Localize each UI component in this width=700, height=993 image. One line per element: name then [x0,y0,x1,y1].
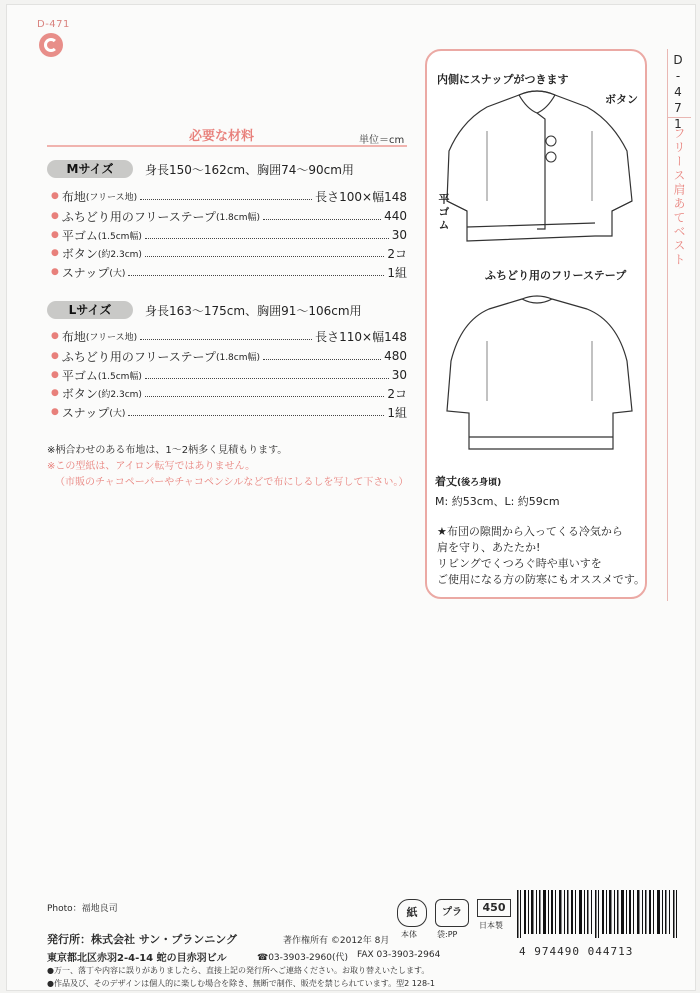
leader-dots [128,275,384,276]
material-name: 布地 [61,189,86,204]
leader-dots [128,415,384,416]
length-sub-text: (後ろ身頃) [457,478,502,488]
material-name: ボタン [61,246,98,261]
material-value: 長さ100×幅148 [315,189,407,204]
material-name: ふちどり用のフリーステープ [61,349,216,364]
material-name: 布地 [61,329,86,344]
leader-dots [145,396,384,397]
unit-label: 単位＝cm [359,135,405,146]
label-snap: 内側にスナップがつきます [437,73,569,86]
material-note: (1.5cm幅) [97,371,142,382]
leader-dots [140,339,312,340]
material-name: スナップ [61,265,110,280]
material-value: 2コ [387,386,407,401]
bullet-icon: ● [51,211,59,221]
material-note: (1.5cm幅) [97,231,142,242]
material-row [51,226,407,244]
price-box: 450 [477,899,511,917]
product-code: D-471 [37,19,70,30]
materials-title: 必要な材料 [189,129,255,144]
material-note: (フリース地) [85,332,138,343]
material-value: 480 [384,349,407,363]
footer-note: ●作品及び、そのデザインは個人的に楽しむ場合を除き、無断で制作、販売を禁じられています。型2 128-1 [47,979,436,988]
leader-dots [140,199,312,200]
label-elastic: 平ゴム [437,193,450,232]
label-tape: ふちどり用のフリーステープ [485,269,627,282]
material-row [51,207,407,225]
bullet-icon: ● [51,248,59,258]
side-code: D-471 [671,53,685,133]
side-divider [667,117,691,118]
material-name: スナップ [61,405,110,420]
material-name: 平ゴム [61,368,98,383]
footer-note: ●万一、落丁や内容に誤りがありましたら、直接上記の発行所へご連絡ください。お取り替えいたします。 [47,966,430,975]
material-name: ふちどり用のフリーステープ [61,209,216,224]
material-value: 1組 [387,265,407,280]
recycle-paper-icon: 紙 [397,899,427,927]
pattern-envelope-back [6,4,696,991]
material-row [51,187,407,205]
recycle-plastic-icon: プラ [435,899,469,927]
material-value: 1組 [387,405,407,420]
bullet-icon: ● [51,407,59,417]
promo-line: 肩を守り、あたたか! [437,541,541,554]
fax: FAX 03-3903-2964 [357,950,441,960]
material-value: 2コ [387,246,407,261]
material-row [51,244,407,262]
bullet-icon: ● [51,191,59,201]
material-note: (1.8cm幅) [215,212,261,223]
promo-line: ★布団の隙間から入ってくる冷気から [437,525,623,538]
leader-dots [145,238,389,239]
promo-line: リビングでくつろぐ時や車いすを [437,557,602,570]
made-in: 日本製 [479,921,503,930]
button-icon [546,152,556,162]
length-title [435,473,501,489]
title-underline [47,145,407,147]
material-note: (フリース地) [85,192,138,203]
side-title: フリース肩あてベスト [672,127,686,267]
publisher-label: 発行所： [47,933,91,946]
material-row [51,403,407,421]
material-row [51,347,407,365]
size-badge-m: Mサイズ [47,160,133,178]
size-desc-l: 身長163〜175cm、胸囲91〜106cm用 [145,304,362,318]
photo-credit: Photo：福地良司 [47,904,118,914]
material-row [51,366,407,384]
leader-dots [145,378,389,379]
bullet-icon: ● [51,351,59,361]
length-values: M: 約53cm、L: 約59cm [435,495,560,508]
leader-dots [263,219,381,220]
publisher-line [47,931,237,947]
tel: ☎03-3903-2960(代) [257,953,348,963]
leader-dots [145,256,384,257]
barcode [515,890,685,952]
bullet-icon: ● [51,331,59,341]
publisher-name: 株式会社 サン・プランニング [91,933,238,946]
material-value: 30 [391,368,407,382]
material-row [51,384,407,402]
material-note: (大) [109,408,126,419]
bullet-icon: ● [51,370,59,380]
copyright: 著作権所有 ©2012年 8月 [283,936,390,946]
material-name: 平ゴム [61,228,98,243]
leader-dots [263,359,381,360]
promo-line: ご使用になる方の防寒にもオススメです。 [437,573,646,586]
material-note: (約2.3cm) [97,389,142,400]
note-transfer-method: （市販のチャコペーパーやチャコペンシルなどで布にしるしを写して下さい。） [55,477,409,488]
material-note: (約2.3cm) [97,249,142,260]
size-badge-l: Lサイズ [47,301,133,319]
recycle-label: 本体 [401,930,417,939]
material-value: 440 [384,209,407,223]
garment-illustration [427,51,643,481]
label-button: ボタン [605,93,638,106]
material-value: 長さ110×幅148 [315,329,407,344]
material-note: (大) [109,268,126,279]
brand-logo [39,33,63,57]
length-title-text: 着丈 [435,475,457,488]
note-no-iron-transfer: ※この型紙は、アイロン転写ではありません。 [47,461,256,472]
size-desc-m: 身長150〜162cm、胸囲74〜90cm用 [145,163,354,177]
note-pattern-match: ※柄合わせのある布地は、1〜2柄多く見積もります。 [47,445,288,456]
recycle-label: 袋:PP [437,930,458,939]
material-row [51,263,407,281]
bullet-icon: ● [51,388,59,398]
button-icon [546,136,556,146]
material-row [51,327,407,345]
material-name: ボタン [61,386,98,401]
address: 東京都北区赤羽2-4-14 蛇の目赤羽ビル [47,953,227,964]
barcode-number: 4 974490 044713 [519,945,634,958]
bullet-icon: ● [51,267,59,277]
bullet-icon: ● [51,230,59,240]
material-value: 30 [391,228,407,242]
material-note: (1.8cm幅) [215,352,261,363]
